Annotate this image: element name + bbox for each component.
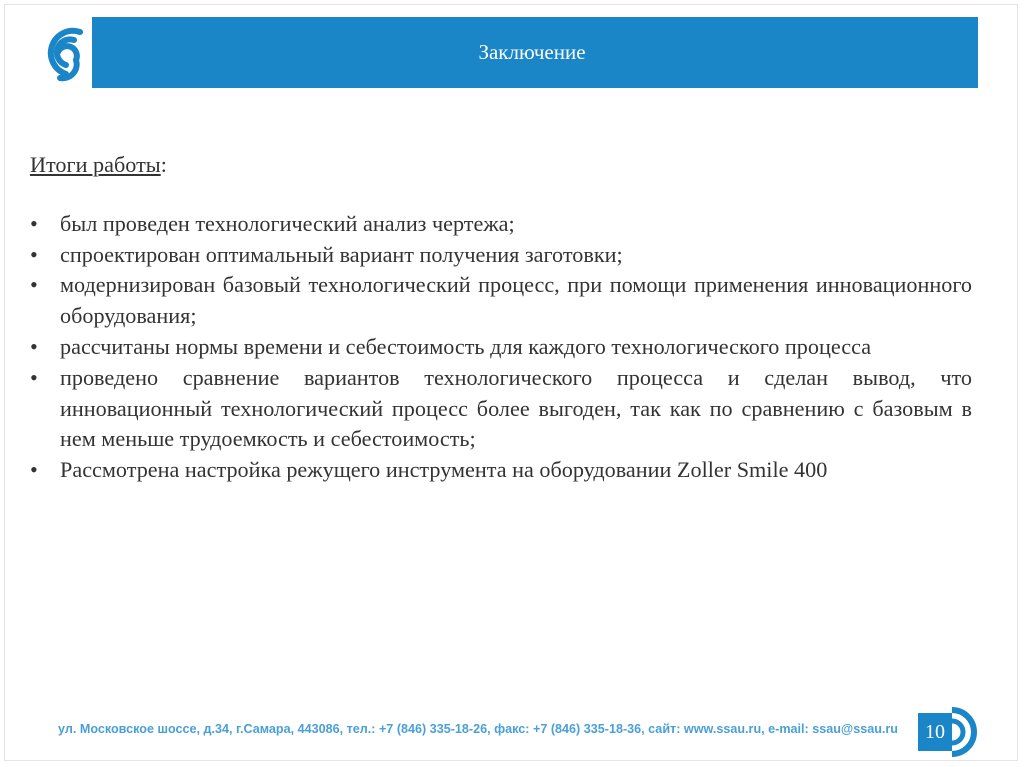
footer-contact: ул. Московское шоссе, д.34, г.Самара, 443086, тел.: +7 (846) 335-18-26, факс: +7 (846) 335-18-36, сайт: www.ssau.ru, e-mail: ssau@ssau.ru	[58, 722, 899, 736]
list-item-text: спроектирован оптимальный вариант получения заготовки;	[60, 241, 623, 267]
footer-logo-icon	[952, 704, 980, 760]
ssau-logo-icon	[36, 22, 96, 84]
list-item-text: рассчитаны нормы времени и себестоимость для каждого технологического процесса	[60, 333, 872, 359]
list-item	[30, 240, 972, 271]
bullet-icon: •	[30, 210, 38, 236]
results-heading	[30, 150, 972, 181]
list-item-text: проведено сравнение вариантов технологического процесса и сделан вывод, что инновационный технологический процесс более выгоден, так как по сравнению с базовым в нем меньше трудоемкость и себестоимость;	[60, 364, 972, 452]
list-item	[30, 270, 972, 332]
title-bar	[92, 17, 978, 88]
results-heading-text: Итоги работы	[30, 152, 161, 177]
bullet-icon: •	[30, 241, 38, 267]
list-item	[30, 455, 972, 486]
page-number: 10	[918, 713, 952, 751]
list-item	[30, 209, 972, 240]
results-heading-colon: :	[160, 152, 167, 177]
list-item-text: Рассмотрена настройка режущего инструмента на оборудовании Zoller Smile 400	[60, 457, 828, 483]
bullet-icon: •	[30, 272, 38, 298]
list-item	[30, 332, 972, 363]
list-item-text: был проведен технологический анализ чертежа;	[60, 210, 515, 236]
bullet-icon: •	[30, 333, 38, 359]
slide-title: Заключение	[478, 40, 586, 64]
bullet-icon: •	[30, 457, 38, 483]
list-item-text: модернизирован базовый технологический процесс, при помощи применения инновационного оборудования;	[60, 272, 972, 329]
list-item	[30, 363, 972, 455]
slide-content	[30, 150, 972, 486]
bullet-icon: •	[30, 364, 38, 390]
results-list	[30, 209, 972, 486]
